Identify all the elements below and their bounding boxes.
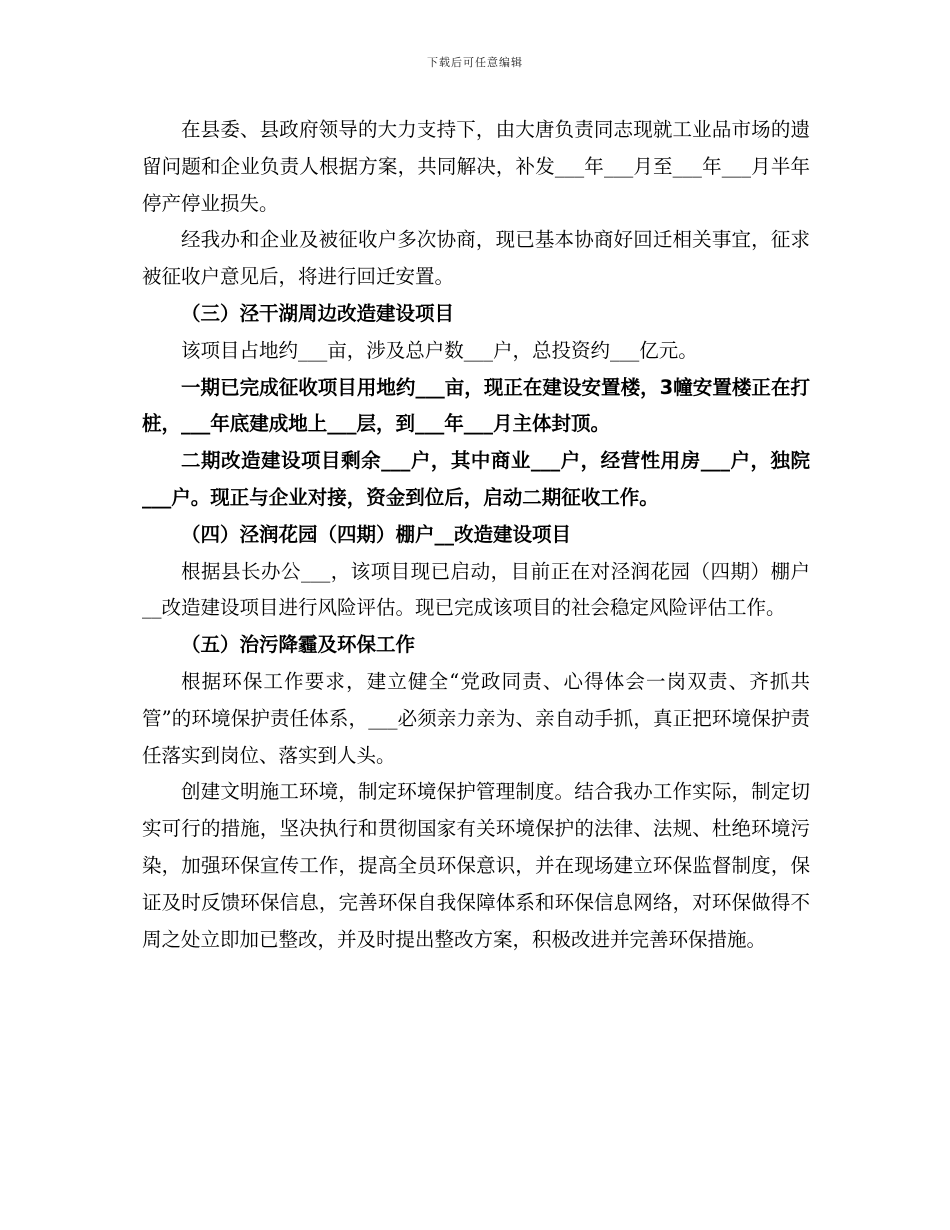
- paragraph-7: 根据环保工作要求，建立健全“党政同责、心得体会一岗双责、齐抓共管”的环境保护责任体系，___必须亲力亲为、亲自动手抓，真正把环境保护责任落实到岗位、落实到人头。: [142, 669, 810, 767]
- paragraph-1: 在县委、县政府领导的大力支持下，由大唐负责同志现就工业品市场的遗留问题和企业负责人根据方案，共同解决，补发___年___月至___年___月半年停产停业损失。: [142, 118, 810, 215]
- paragraph-8: 创建文明施工环境，制定环境保护管理制度。结合我办工作实际，制定切实可行的措施，坚决执行和贯彻国家有关环境保护的法律、法规、杜绝环境污染，加强环保宣传工作，提高全员环保意识，并在现场建立环保监督制度，保证及时反馈环保信息，完善环保自我保障体系和环保信息网络，对环保做得不周之处立即加已整改，并及时提出整改方案，积极改进并完善环保措施。: [142, 780, 810, 951]
- section-heading-3: （三）泾干湖周边改造建设项目: [181, 301, 455, 325]
- paragraph-2: 经我办和企业及被征收户多次协商，现已基本协商好回迁相关事宜，征求被征收户意见后，将进行回迁安置。: [142, 228, 810, 289]
- paragraph-3: 该项目占地约___亩，涉及总户数___户，总投资约___亿元。: [181, 338, 698, 362]
- page-header: 下载后可任意编辑: [427, 56, 523, 69]
- section-heading-4: （四）泾润花园（四期）棚户__改造建设项目: [181, 522, 572, 546]
- paragraph-6: 根据县长办公___，该项目现已启动，目前正在对泾润花园（四期）棚户__改造建设项目进行风险评估。现已完成该项目的社会稳定风险评估工作。: [142, 559, 810, 620]
- document-body: [142, 112, 810, 958]
- section-heading-5: （五）治污降霾及环保工作: [181, 633, 416, 657]
- paragraph-4-bold: 一期已完成征收项目用地约___亩，现正在建设安置楼，3幢安置楼正在打桩，___年底建成地上___层，到___年___月主体封顶。: [142, 375, 810, 436]
- paragraph-5-bold: 二期改造建设项目剩余___户，其中商业___户，经营性用房___户，独院___户。现正与企业对接，资金到位后，启动二期征收工作。: [142, 449, 810, 509]
